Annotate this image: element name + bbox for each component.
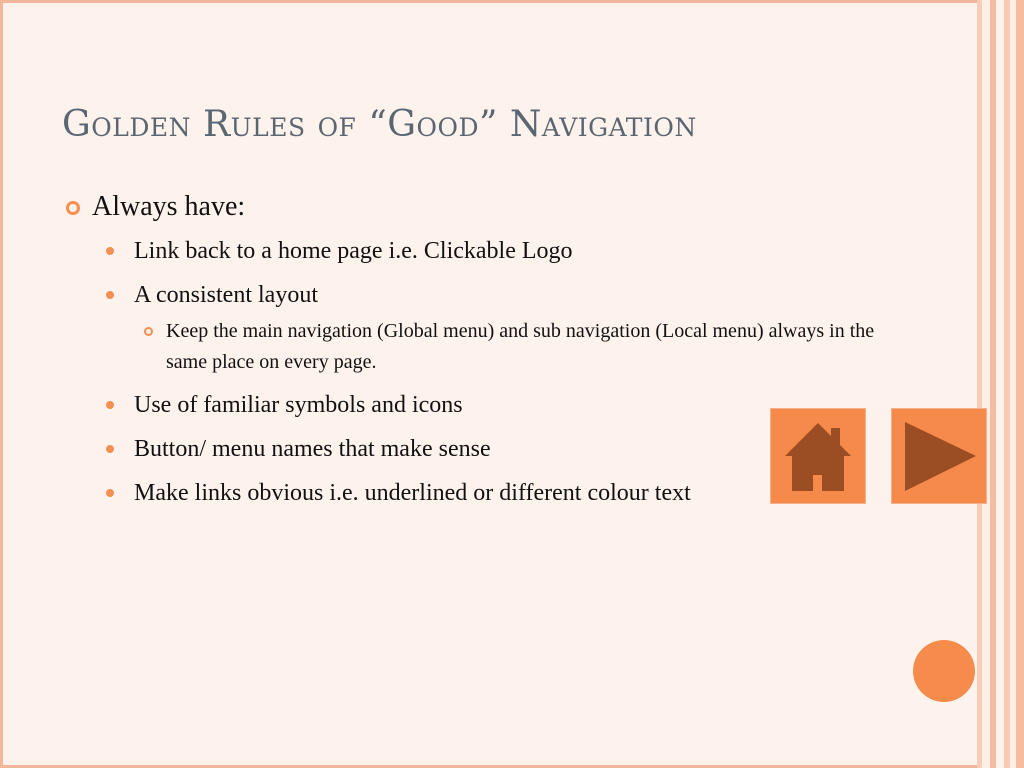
bullet-text: Use of familiar symbols and icons: [134, 392, 463, 418]
bullet-item-menu-names: [62, 432, 882, 466]
left-border: [0, 0, 3, 768]
bullet-item-consistent-layout: [62, 278, 882, 312]
home-button[interactable]: [770, 408, 866, 504]
bullet-text: Always have:: [92, 191, 246, 222]
bullet-list: [62, 190, 882, 510]
bullet-text: Link back to a home page i.e. Clickable Logo: [134, 238, 573, 264]
bullet-text: Keep the main navigation (Global menu) and sub navigation (Local menu) always in the same place on every page.: [166, 320, 875, 373]
dot-bullet-icon: [106, 445, 114, 453]
bullet-text: Button/ menu names that make sense: [134, 436, 491, 462]
bullet-item-home-link: [62, 234, 882, 268]
next-slide-button[interactable]: [891, 408, 987, 504]
decorative-stripe: [1016, 0, 1024, 768]
slide-title: Golden Rules of “Good” Navigation: [62, 104, 697, 145]
dot-bullet-icon: [106, 247, 114, 255]
home-icon: [771, 409, 865, 503]
decorative-stripe: [996, 0, 1004, 768]
decorative-circle: [913, 640, 975, 702]
ring-bullet-icon: [66, 201, 80, 215]
dot-bullet-icon: [106, 489, 114, 497]
dot-bullet-icon: [106, 401, 114, 409]
decorative-stripe: [982, 0, 990, 768]
bullet-item-obvious-links: [62, 476, 882, 510]
top-border: [0, 0, 1024, 3]
bullet-item-keep-navigation: [62, 316, 876, 378]
bullet-text: A consistent layout: [134, 282, 318, 308]
ring-bullet-icon: [144, 327, 153, 336]
bullet-item-familiar-symbols: [62, 388, 882, 422]
bullet-text: Make links obvious i.e. underlined or different colour text: [134, 480, 691, 506]
bullet-item-always-have: [62, 190, 882, 224]
dot-bullet-icon: [106, 291, 114, 299]
play-arrow-icon: [892, 409, 986, 503]
